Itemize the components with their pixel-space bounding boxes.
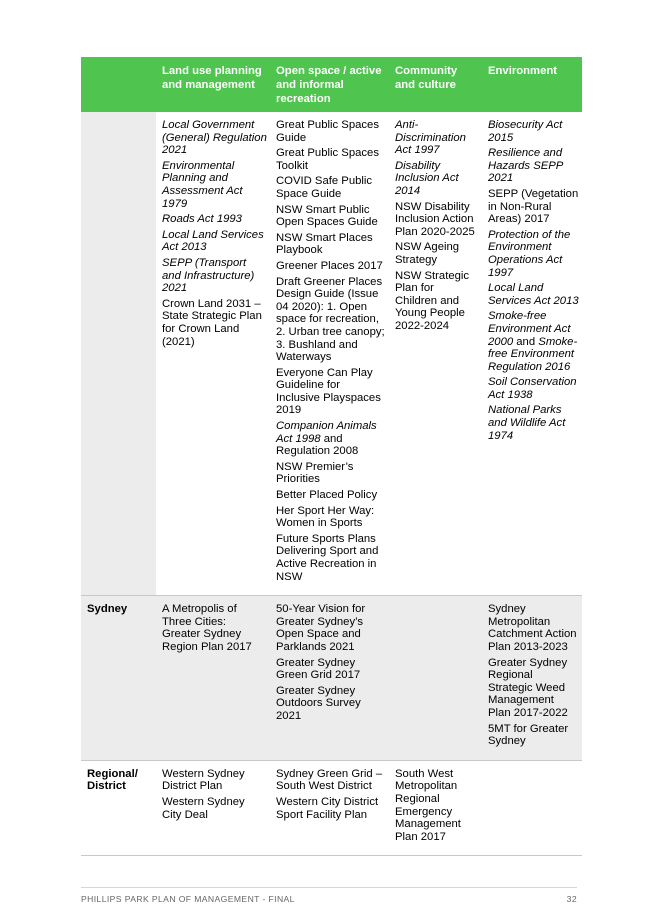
cell-entry: Western Sydney District Plan — [162, 767, 245, 793]
cell-entry: Better Placed Policy — [276, 489, 378, 502]
cell-entry: Anti-Discrimination Act 1997 — [395, 119, 466, 157]
footer-title: PHILLIPS PARK PLAN OF MANAGEMENT - FINAL — [81, 894, 295, 904]
table-header-row — [81, 57, 582, 112]
legislation-table — [81, 57, 582, 856]
cell-entry: Disability Inclusion Act 2014 — [395, 159, 459, 197]
cell-entry: Crown Land 2031 – State Strategic Plan for Crown Land (2021) — [162, 297, 262, 348]
row-label: Sydney — [81, 596, 156, 761]
cell-open-space — [270, 596, 389, 761]
header-land-use: Land use planning and management — [156, 57, 270, 112]
cell-entry: Biosecurity Act 2015 — [488, 119, 563, 144]
cell-entry: Draft Greener Places Design Guide (Issue 04 2020): 1. Open space for recreation, 2. Urban tree canopy; 3. Bushland and Waterways — [276, 275, 385, 364]
cell-entry: NSW Strategic Plan for Children and Young People 2022-2024 — [395, 269, 470, 332]
cell-open-space — [270, 760, 389, 856]
cell-entry: SEPP (Vegetation in Non-Rural Areas) 2017 — [488, 187, 579, 226]
cell-entry: 5MT for Greater Sydney — [488, 722, 569, 748]
cell-entry: Great Public Spaces Toolkit — [276, 147, 379, 172]
cell-community — [389, 596, 482, 761]
cell-land-use — [156, 112, 270, 596]
cell-entry: Local Land Services Act 2013 — [488, 282, 579, 307]
page-footer — [81, 887, 577, 904]
cell-land-use — [156, 596, 270, 761]
cell-community — [389, 760, 482, 856]
cell-community — [389, 112, 482, 596]
cell-entry: South West Metropolitan Regional Emergency Management Plan 2017 — [395, 767, 461, 843]
cell-entry: 50-Year Vision for Greater Sydney’s Open Space and Parklands 2021 — [276, 603, 366, 653]
cell-entry: Local Land Services Act 2013 — [162, 228, 264, 254]
header-open-space: Open space / active and informal recreation — [270, 57, 389, 112]
cell-land-use — [156, 760, 270, 856]
cell-entry: Greater Sydney Regional Strategic Weed Management Plan 2017-2022 — [488, 656, 568, 719]
cell-entry: SEPP (Transport and Infrastructure) 2021 — [162, 256, 255, 295]
cell-entry: Everyone Can Play Guideline for Inclusive Playspaces 2019 — [276, 366, 381, 417]
cell-entry: Her Sport Her Way: Women in Sports — [276, 504, 375, 530]
cell-entry: Western City District Sport Facility Plan — [276, 795, 379, 821]
row-label — [81, 112, 156, 596]
cell-entry: Smoke-free Environment Act 2000 and Smoke-free Environment Regulation 2016 — [488, 310, 578, 373]
cell-entry: A Metropolis of Three Cities: Greater Sydney Region Plan 2017 — [162, 603, 252, 653]
header-environment: Environment — [482, 57, 582, 112]
row-label: Regional/ District — [81, 760, 156, 856]
cell-open-space — [270, 112, 389, 596]
cell-entry: Greener Places 2017 — [276, 259, 383, 272]
cell-entry: Greater Sydney Green Grid 2017 — [276, 656, 361, 682]
table-row — [81, 596, 582, 761]
header-community: Community and culture — [389, 57, 482, 112]
cell-entry: Protection of the Environment Operations Act 1997 — [488, 228, 571, 279]
cell-entry: NSW Disability Inclusion Action Plan 2020-2025 — [395, 200, 475, 238]
cell-entry: NSW Smart Public Open Spaces Guide — [276, 203, 378, 229]
page-number: 32 — [566, 894, 577, 904]
cell-entry: Roads Act 1993 — [162, 213, 242, 226]
cell-entry: Great Public Spaces Guide — [276, 119, 379, 144]
cell-entry: Sydney Metropolitan Catchment Action Plan 2013-2023 — [488, 603, 577, 653]
header-category — [81, 57, 156, 112]
cell-environment — [482, 596, 582, 761]
cell-entry: Companion Animals Act 1998 and Regulation 2008 — [276, 420, 377, 458]
cell-entry: COVID Safe Public Space Guide — [276, 175, 373, 200]
cell-environment — [482, 112, 582, 596]
cell-entry: Western Sydney City Deal — [162, 795, 245, 821]
cell-entry: NSW Ageing Strategy — [395, 241, 460, 266]
cell-entry: NSW Premier’s Priorities — [276, 460, 354, 486]
table-row — [81, 112, 582, 596]
cell-entry: Environmental Planning and Assessment Act 1979 — [162, 159, 243, 210]
cell-entry: NSW Smart Places Playbook — [276, 231, 373, 257]
cell-entry: Future Sports Plans Delivering Sport and Active Recreation in NSW — [276, 532, 379, 583]
cell-entry: Sydney Green Grid – South West District — [276, 767, 383, 793]
cell-entry: National Parks and Wildlife Act 1974 — [488, 404, 566, 442]
cell-entry: Soil Conservation Act 1938 — [488, 376, 577, 401]
cell-entry: Resilience and Hazards SEPP 2021 — [488, 147, 563, 185]
table-row — [81, 760, 582, 856]
cell-entry: Greater Sydney Outdoors Survey 2021 — [276, 684, 361, 722]
cell-entry: Local Government (General) Regulation 2021 — [162, 119, 267, 157]
cell-environment — [482, 760, 582, 856]
